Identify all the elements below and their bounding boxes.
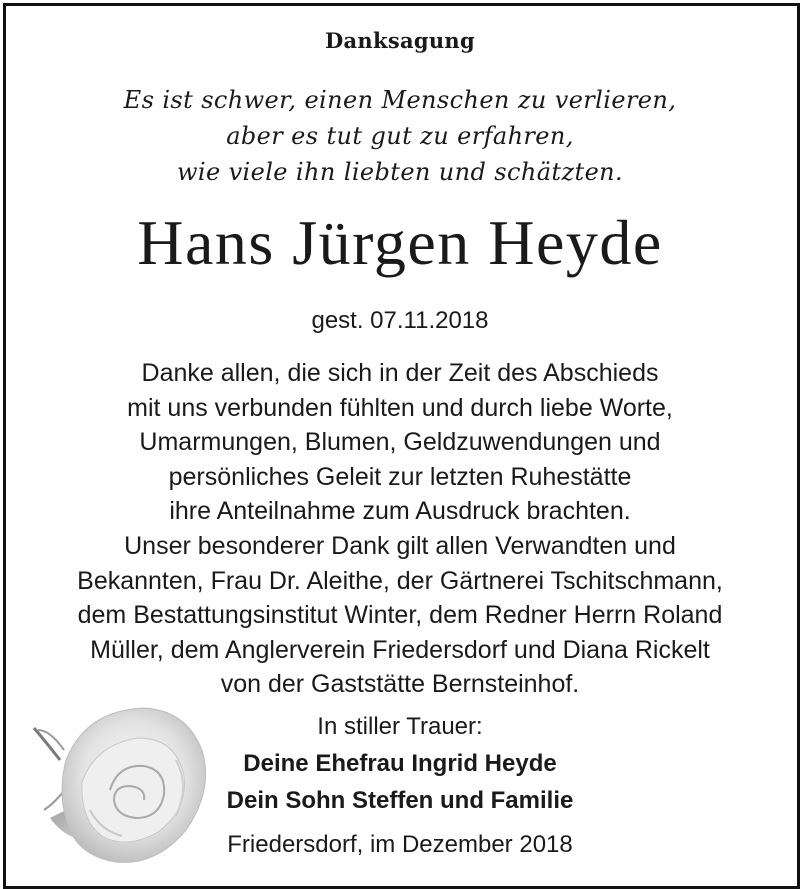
thanks-line: Unser besonderer Dank gilt allen Verwandten und — [124, 531, 676, 560]
signer-son: Dein Sohn Steffen und Familie — [226, 787, 574, 814]
signer-wife: Deine Ehefrau Ingrid Heyde — [243, 750, 557, 777]
mourning-block — [0, 708, 800, 819]
quote-line: aber es tut gut zu erfahren, — [226, 122, 574, 150]
thanks-line: dem Bestattungsinstitut Winter, dem Redner Herrn Roland — [77, 601, 723, 630]
thanks-line: von der Gaststätte Bernsteinhof. — [220, 670, 580, 699]
deceased-name: Hans Jürgen Heyde — [137, 207, 663, 278]
notice-heading: Danksagung — [325, 28, 475, 53]
thanks-line: Danke allen, die sich in der Zeit des Abschieds — [141, 359, 659, 387]
thanks-line: Müller, dem Anglerverein Friedersdorf und Diana Rickelt — [90, 635, 710, 664]
thanks-text — [0, 356, 800, 702]
death-date: gest. 07.11.2018 — [311, 307, 489, 334]
thanks-line: mit uns verbunden fühlten und durch liebe Worte, — [127, 393, 673, 422]
quote-line: wie viele ihn liebten und schätzten. — [176, 158, 624, 186]
quote-block — [0, 82, 800, 190]
mourning-intro: In stiller Trauer: — [317, 713, 483, 740]
thanks-line: persönliches Geleit zur letzten Ruhestätte — [168, 462, 632, 491]
thanks-line: Umarmungen, Blumen, Geldzuwendungen und — [139, 428, 661, 457]
thanks-line: ihre Anteilnahme zum Ausdruck brachten. — [169, 497, 631, 526]
place-date: Friedersdorf, im Dezember 2018 — [227, 831, 573, 858]
thanks-line: Bekannten, Frau Dr. Aleithe, der Gärtnerei Tschitschmann, — [77, 566, 723, 595]
quote-line: Es ist schwer, einen Menschen zu verlieren, — [123, 86, 677, 114]
